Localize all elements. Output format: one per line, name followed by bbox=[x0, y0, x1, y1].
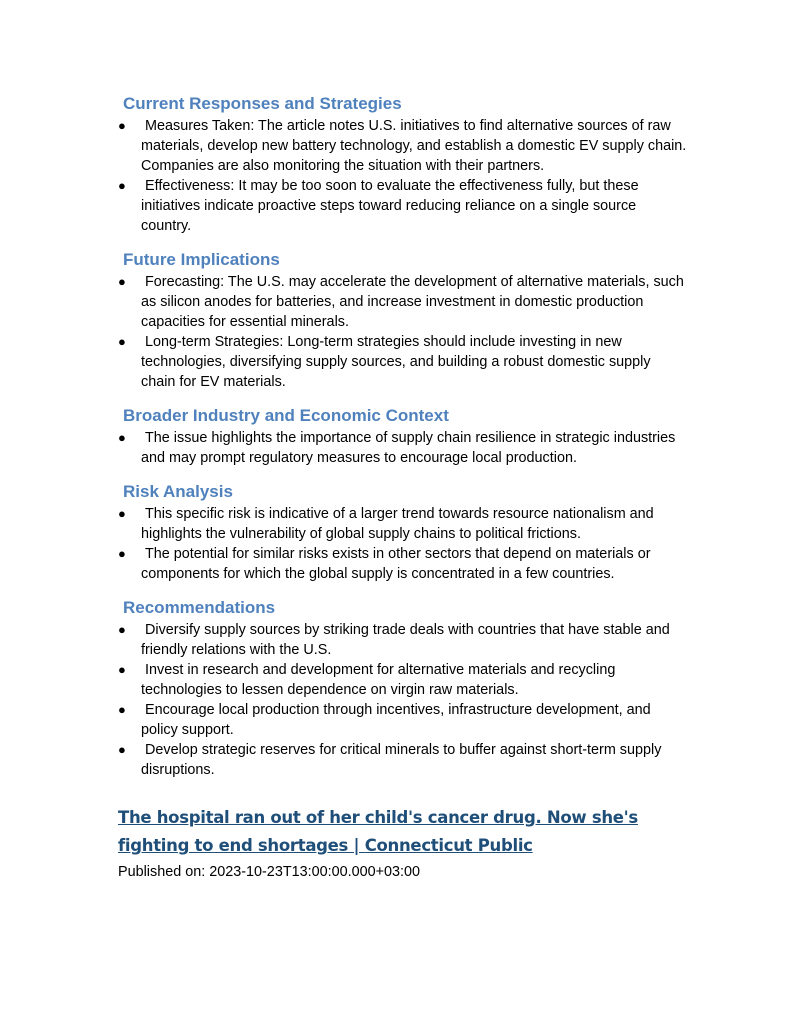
bullet-icon: ● bbox=[118, 622, 126, 637]
list-item bbox=[118, 272, 688, 332]
section-heading: Risk Analysis bbox=[123, 482, 233, 501]
bullet-list bbox=[118, 620, 688, 780]
list-item bbox=[118, 176, 688, 236]
section-heading: Recommendations bbox=[123, 598, 276, 617]
list-item bbox=[118, 504, 688, 544]
list-item bbox=[118, 660, 688, 700]
section-broader-context bbox=[118, 404, 688, 468]
section-risk-analysis bbox=[118, 480, 688, 584]
list-item-text: Measures Taken: The article notes U.S. initiatives to find alternative sources of raw materials, develop new battery technology, and establish a domestic EV supply chain. Companies are also monitoring the situation with their partners. bbox=[141, 118, 687, 174]
list-item-text: The potential for similar risks exists in other sectors that depend on materials or components for which the global supply is concentrated in a few countries. bbox=[141, 546, 651, 582]
section-heading: Broader Industry and Economic Context bbox=[123, 406, 449, 425]
published-date: Published on: 2023-10-23T13:00:00.000+03:00 bbox=[118, 864, 421, 880]
article-entry bbox=[118, 804, 688, 882]
list-item bbox=[118, 544, 688, 584]
list-item-text: The issue highlights the importance of supply chain resilience in strategic industries and may prompt regulatory measures to encourage local production. bbox=[141, 430, 676, 466]
bullet-icon: ● bbox=[118, 546, 126, 561]
article-title-link[interactable]: The hospital ran out of her child's cancer drug. Now she's fighting to end shortages | Connecticut Public bbox=[118, 808, 638, 855]
list-item-text: Forecasting: The U.S. may accelerate the development of alternative materials, such as silicon anodes for batteries, and increase investment in domestic production capacities for essential minerals. bbox=[141, 274, 684, 330]
list-item-text: Long-term Strategies: Long-term strategies should include investing in new technologies, diversifying supply sources, and building a robust domestic supply chain for EV materials. bbox=[141, 334, 651, 390]
bullet-list bbox=[118, 272, 688, 392]
bullet-icon: ● bbox=[118, 274, 126, 289]
section-future-implications bbox=[118, 248, 688, 392]
bullet-icon: ● bbox=[118, 662, 126, 677]
bullet-icon: ● bbox=[118, 178, 126, 193]
list-item-text: Develop strategic reserves for critical minerals to buffer against short-term supply disruptions. bbox=[141, 742, 662, 778]
list-item-text: Invest in research and development for alternative materials and recycling technologies to lessen dependence on virgin raw materials. bbox=[141, 662, 616, 698]
bullet-icon: ● bbox=[118, 506, 126, 521]
list-item-text: Diversify supply sources by striking trade deals with countries that have stable and friendly relations with the U.S. bbox=[141, 622, 670, 658]
section-recommendations bbox=[118, 596, 688, 780]
list-item bbox=[118, 428, 688, 468]
bullet-icon: ● bbox=[118, 118, 126, 133]
section-heading: Future Implications bbox=[123, 250, 280, 269]
bullet-icon: ● bbox=[118, 334, 126, 349]
list-item-text: Encourage local production through incentives, infrastructure development, and policy support. bbox=[141, 702, 651, 738]
bullet-icon: ● bbox=[118, 742, 126, 757]
list-item bbox=[118, 740, 688, 780]
list-item bbox=[118, 700, 688, 740]
list-item bbox=[118, 116, 688, 176]
section-heading: Current Responses and Strategies bbox=[123, 94, 402, 113]
bullet-icon: ● bbox=[118, 702, 126, 717]
bullet-list bbox=[118, 428, 688, 468]
list-item-text: Effectiveness: It may be too soon to evaluate the effectiveness fully, but these initiatives indicate proactive steps toward reducing reliance on a single source country. bbox=[141, 178, 639, 234]
bullet-icon: ● bbox=[118, 430, 126, 445]
document-content bbox=[118, 92, 688, 882]
list-item bbox=[118, 620, 688, 660]
bullet-list bbox=[118, 504, 688, 584]
section-current-responses bbox=[118, 92, 688, 236]
list-item bbox=[118, 332, 688, 392]
list-item-text: This specific risk is indicative of a larger trend towards resource nationalism and highlights the vulnerability of global supply chains to political frictions. bbox=[141, 506, 654, 542]
bullet-list bbox=[118, 116, 688, 236]
